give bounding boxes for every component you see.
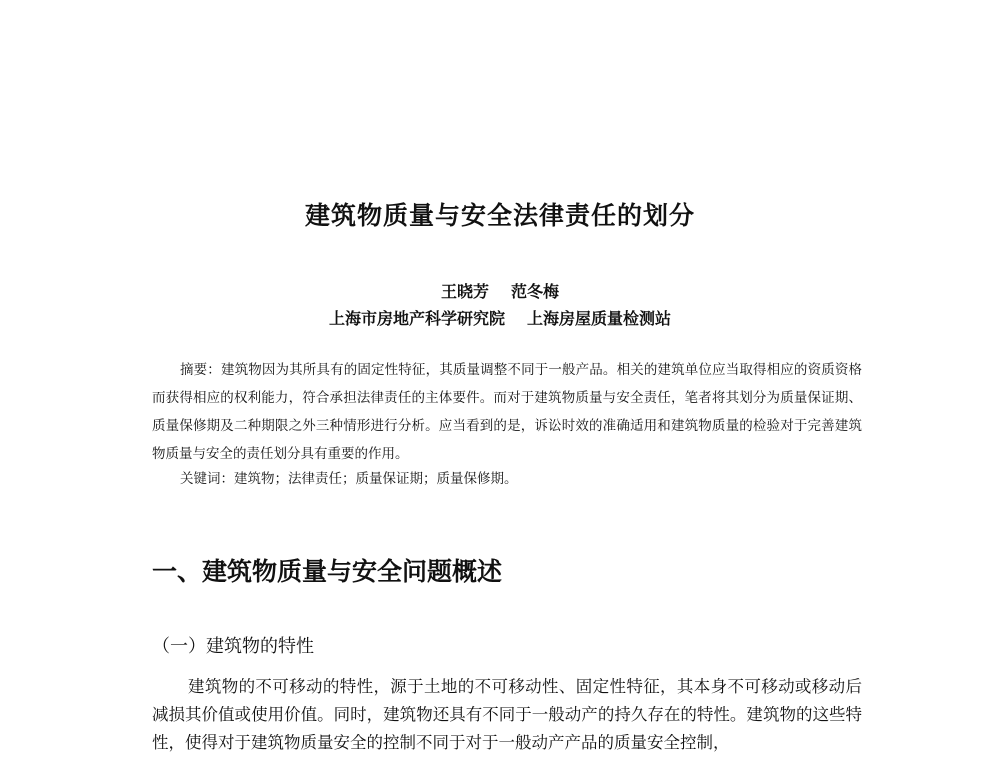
section-heading: 一、建筑物质量与安全问题概述 (152, 557, 503, 586)
abstract-text: 建筑物因为其所具有的固定性特征，其质量调整不同于一般产品。相关的建筑单位应当取得相应的资质资格而获得相应的权利能力，符合承担法律责任的主体要件。而对于建筑物质量与安全责任，笔者将其划分为质量保证期、质量保修期及二种期限之外三种情形进行分析。应当看到的是，诉讼时效的准确适用和建筑物质量的检验对于完善建筑物质量与安全的责任划分具有重要的作用。 (152, 362, 863, 462)
abstract (152, 356, 862, 468)
author-name: 王晓芳 (440, 282, 489, 301)
author-name: 范冬梅 (511, 282, 560, 301)
subsection-heading: （一）建筑物的特性 (152, 636, 314, 657)
affiliation-line (0, 306, 1000, 329)
keywords-text: 建筑物；法律责任；质量保证期；质量保修期。 (234, 471, 518, 487)
affiliation: 上海市房地产科学研究院 (328, 309, 505, 328)
affiliation: 上海房屋质量检测站 (527, 309, 672, 328)
keywords-label: 关键词： (180, 471, 234, 487)
body-paragraph: 建筑物的不可移动的特性，源于土地的不可移动性、固定性特征，其本身不可移动或移动后减损其价值或使用价值。同时，建筑物还具有不同于一般动产的持久存在的特性。建筑物的这些特性，使得对于建筑物质量安全的控制不同于对于一般动产产品的质量安全控制， (152, 677, 862, 752)
author-line (0, 279, 1000, 302)
keywords (180, 468, 860, 490)
paper-title: 建筑物质量与安全法律责任的划分 (304, 201, 695, 230)
abstract-label: 摘要： (180, 362, 221, 378)
